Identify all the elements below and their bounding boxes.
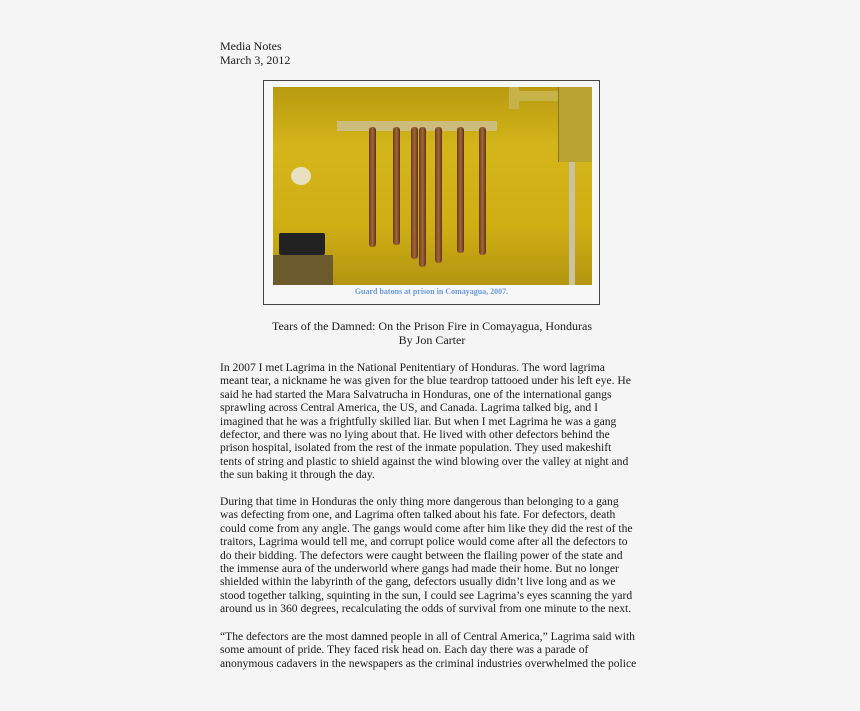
text-line: said he had started the Mara Salvatrucha in Honduras, one of the international gangs bbox=[220, 387, 612, 401]
text-line: “The defectors are the most damned people in all of Central America,” Lagrima said with bbox=[220, 630, 635, 643]
text-line: around us in 360 degrees, recalculating the odds of survival from one minute to the next. bbox=[220, 602, 632, 616]
photo-guard-batons bbox=[273, 87, 592, 285]
text-line: shielded within the labyrinth of the gang, defectors usually didn’t live long and as we bbox=[220, 575, 616, 589]
text-line: During that time in Honduras the only thing more dangerous than belonging to a gang bbox=[220, 495, 619, 508]
text-line: anonymous cadavers in the newspapers as the criminal industries overwhelmed the police bbox=[220, 656, 637, 670]
text-line: sprawling across Central America, the US, and Canada. Lagrima talked big, and I bbox=[220, 401, 598, 415]
paragraph-2 bbox=[220, 495, 633, 616]
text-line: meant tear, a nickname he was given for the blue teardrop tattooed under his left eye. He bbox=[220, 374, 631, 388]
photo-caption: Guard batons at prison in Comayagua, 2007. bbox=[354, 287, 509, 296]
text-line: could come from any angle. The gangs would come after him like they did the rest of the bbox=[220, 521, 633, 535]
text-line: prison hospital, isolated from the rest of the inmate population. They used makeshift bbox=[220, 441, 612, 455]
article-byline: By Jon Carter bbox=[398, 333, 466, 347]
text-line: traitors, Lagrima would tell me, and corrupt police would come after all the defectors to bbox=[220, 535, 628, 549]
header-date: March 3, 2012 bbox=[220, 53, 291, 67]
text-line: the sun baking it through the day. bbox=[220, 468, 375, 482]
text-line: do their bidding. The defectors were caught between the flailing power of the state and bbox=[220, 548, 623, 562]
text-line: In 2007 I met Lagrima in the National Penitentiary of Honduras. The word lagrima bbox=[220, 361, 605, 374]
article-title: Tears of the Damned: On the Prison Fire in Comayagua, Honduras bbox=[271, 319, 593, 333]
text-line: imagined that he was a frightfully skilled liar. But when I met Lagrima he was a gang bbox=[220, 414, 617, 428]
document-header bbox=[220, 39, 290, 67]
article-heading bbox=[220, 319, 644, 347]
text-line: stood together talking, squinting in the sun, I could see Lagrima’s eyes scanning the yard bbox=[220, 588, 633, 602]
photo-figure bbox=[263, 80, 600, 305]
text-line: the immense aura of the underworld where gangs had made their home. But no longer bbox=[220, 561, 619, 575]
text-line: was defecting from one, and Lagrima often talked about his fate. For defectors, death bbox=[220, 508, 616, 522]
text-line: tents of string and plastic to shield against the wind blowing over the valley at night and bbox=[220, 454, 629, 468]
text-line: defector, and there was no lying about that. He lived with other defectors behind the bbox=[220, 427, 610, 441]
text-line: some amount of pride. They faced risk head on. Each day there was a parade of bbox=[220, 643, 589, 657]
paragraph-3 bbox=[220, 630, 636, 670]
header-title: Media Notes bbox=[220, 39, 282, 53]
paragraph-1 bbox=[220, 361, 631, 482]
